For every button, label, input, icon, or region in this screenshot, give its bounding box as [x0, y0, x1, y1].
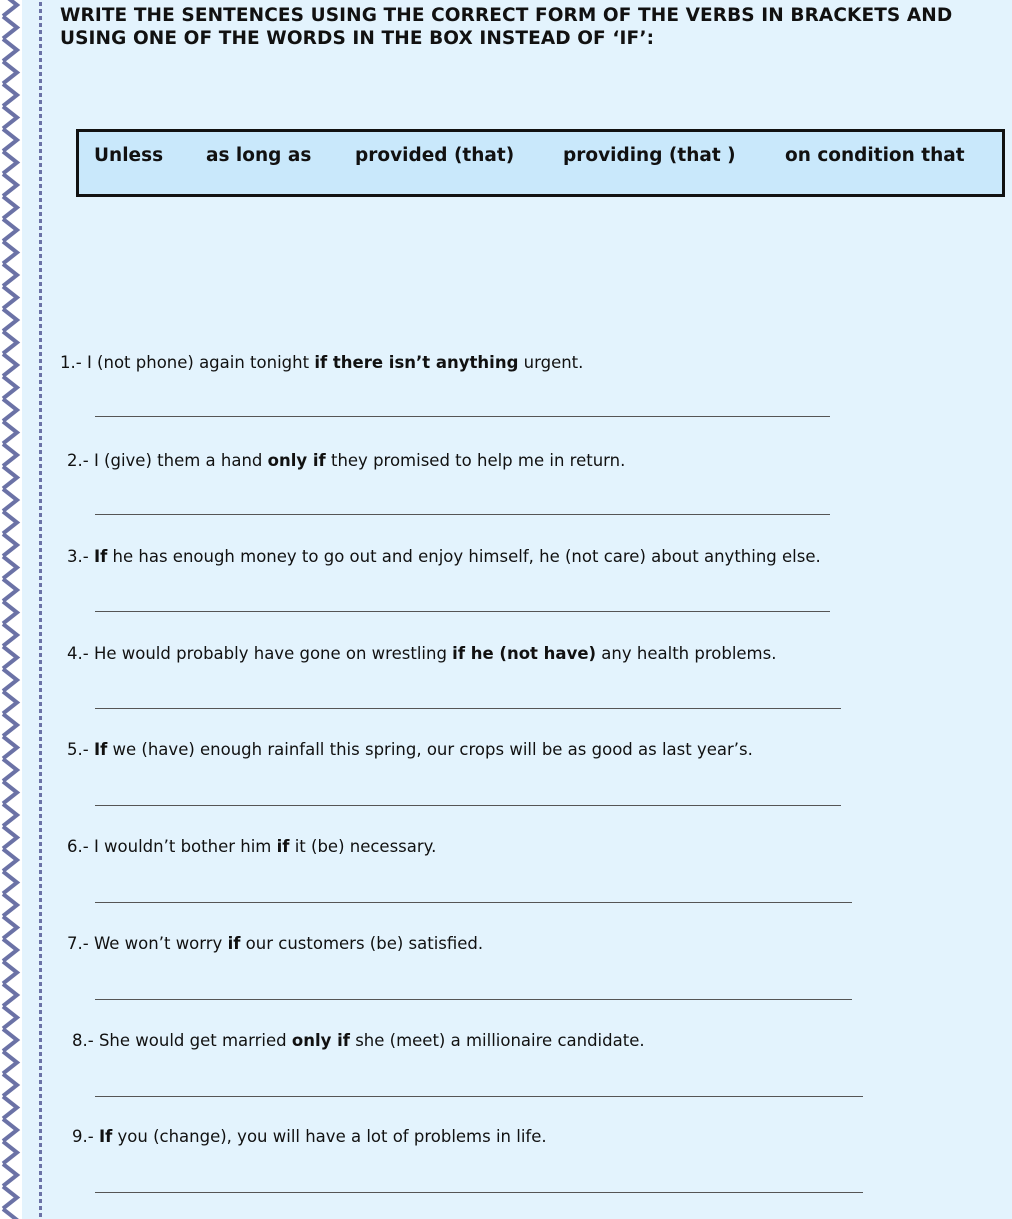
dot-mark [39, 1101, 42, 1105]
dot-mark [39, 457, 42, 461]
dot-mark [39, 905, 42, 909]
dot-mark [39, 674, 42, 678]
chevron-mark [3, 107, 17, 129]
dot-mark [39, 1129, 42, 1133]
dot-mark [39, 30, 42, 34]
chevron-mark [3, 579, 17, 601]
instructions-title: WRITE THE SENTENCES USING THE CORRECT FORM OF THE VERBS IN BRACKETS AND USING ONE OF THE WORDS IN THE BOX INSTEAD OF ‘IF’: [60, 5, 953, 49]
exercise-item-1 [60, 352, 583, 374]
answer-line-5[interactable] [95, 805, 841, 806]
dot-mark [39, 170, 42, 174]
dot-mark [39, 422, 42, 426]
answer-line-8[interactable] [95, 1096, 863, 1097]
dot-mark [39, 1115, 42, 1119]
dot-mark [39, 1010, 42, 1014]
dot-mark [39, 1031, 42, 1035]
chevron-mark [3, 309, 17, 331]
chevron-mark [3, 962, 17, 984]
dot-mark [39, 2, 42, 6]
dot-mark [39, 751, 42, 755]
dot-mark [39, 975, 42, 979]
dot-mark [39, 625, 42, 629]
dot-mark [39, 961, 42, 965]
answer-line-3[interactable] [95, 611, 830, 612]
dot-mark [39, 86, 42, 90]
dot-mark [39, 849, 42, 853]
dot-mark [39, 912, 42, 916]
item-text: she (meet) a millionaire candidate. [349, 1031, 645, 1050]
word-box-item-provided-that: provided (that) [355, 145, 515, 166]
dot-mark [39, 737, 42, 741]
item-text: 9.- [72, 1127, 99, 1146]
dot-mark [39, 219, 42, 223]
dot-mark [39, 604, 42, 608]
item-keyword: if [227, 934, 241, 953]
item-text: urgent. [518, 353, 584, 372]
dot-mark [39, 1213, 42, 1217]
dot-mark [39, 982, 42, 986]
dot-mark [39, 163, 42, 167]
item-text: 3.- [67, 547, 94, 566]
item-keyword: if he (not have) [452, 644, 597, 663]
decorative-chevron-border [0, 0, 22, 1219]
chevron-mark [3, 129, 17, 151]
chevron-mark [3, 354, 17, 376]
dot-mark [39, 324, 42, 328]
dot-mark [39, 1199, 42, 1203]
dot-mark [39, 639, 42, 643]
dot-mark [39, 877, 42, 881]
chevron-mark [3, 17, 17, 39]
chevron-mark [3, 669, 17, 691]
item-text: it (be) necessary. [289, 837, 437, 856]
dot-mark [39, 709, 42, 713]
dot-mark [39, 16, 42, 20]
item-text: you (change), you will have a lot of problems in life. [112, 1127, 547, 1146]
exercise-item-3 [67, 546, 821, 568]
dot-mark [39, 520, 42, 524]
chevron-mark [3, 0, 17, 16]
dot-mark [39, 1143, 42, 1147]
item-keyword: only if [267, 451, 326, 470]
chevron-mark [3, 1074, 17, 1096]
dot-mark [39, 800, 42, 804]
dot-mark [39, 744, 42, 748]
answer-line-7[interactable] [95, 999, 852, 1000]
item-text: our customers (be) satisfied. [240, 934, 484, 953]
exercise-item-9 [72, 1126, 547, 1148]
dot-mark [39, 394, 42, 398]
dot-mark [39, 870, 42, 874]
answer-line-2[interactable] [95, 514, 830, 515]
item-keyword: if [276, 837, 290, 856]
dot-mark [39, 506, 42, 510]
dot-mark [39, 1108, 42, 1112]
exercise-item-8 [72, 1030, 645, 1052]
word-box-item-on-condition-that: on condition that [785, 145, 965, 166]
dot-mark [39, 793, 42, 797]
dot-mark [39, 548, 42, 552]
dot-mark [39, 828, 42, 832]
word-box-item-unless: Unless [94, 145, 164, 166]
dot-mark [39, 569, 42, 573]
dot-mark [39, 373, 42, 377]
dot-mark [39, 541, 42, 545]
dot-mark [39, 1017, 42, 1021]
dot-mark [39, 1066, 42, 1070]
item-text: 7.- We won’t worry [67, 934, 228, 953]
dot-mark [39, 884, 42, 888]
item-text: they promised to help me in return. [325, 451, 626, 470]
word-box-item-providing-that: providing (that ) [563, 145, 736, 166]
dot-mark [39, 492, 42, 496]
chevron-mark [3, 39, 17, 61]
decorative-dotted-rule [39, 0, 42, 1219]
chevron-mark [3, 489, 17, 511]
dot-mark [39, 198, 42, 202]
dot-mark [39, 1038, 42, 1042]
chevron-mark [3, 287, 17, 309]
dot-mark [39, 695, 42, 699]
dot-mark [39, 1150, 42, 1154]
dot-mark [39, 450, 42, 454]
dot-mark [39, 443, 42, 447]
dot-mark [39, 954, 42, 958]
dot-mark [39, 856, 42, 860]
dot-mark [39, 1073, 42, 1077]
item-keyword: only if [291, 1031, 350, 1050]
chevron-mark [3, 602, 17, 624]
dot-mark [39, 632, 42, 636]
dot-mark [39, 842, 42, 846]
dot-mark [39, 366, 42, 370]
dot-mark [39, 478, 42, 482]
chevron-mark [3, 1097, 17, 1119]
chevron-mark [3, 782, 17, 804]
dot-mark [39, 282, 42, 286]
dot-mark [39, 527, 42, 531]
answer-line-1[interactable] [95, 416, 830, 417]
dot-mark [39, 968, 42, 972]
dot-mark [39, 415, 42, 419]
dot-mark [39, 597, 42, 601]
dot-mark [39, 1171, 42, 1175]
dot-mark [39, 191, 42, 195]
dot-mark [39, 310, 42, 314]
chevron-mark [3, 152, 17, 174]
dot-mark [39, 653, 42, 657]
dot-mark [39, 898, 42, 902]
dot-mark [39, 261, 42, 265]
item-keyword: If [93, 547, 108, 566]
dot-mark [39, 1185, 42, 1189]
dot-mark [39, 807, 42, 811]
chevron-mark [3, 1007, 17, 1029]
dot-mark [39, 338, 42, 342]
dot-mark [39, 429, 42, 433]
item-text: 1.- I (not phone) again tonight [60, 353, 315, 372]
dot-mark [39, 408, 42, 412]
dot-mark [39, 51, 42, 55]
chevron-mark [3, 264, 17, 286]
dot-mark [39, 513, 42, 517]
dot-mark [39, 821, 42, 825]
dot-mark [39, 1024, 42, 1028]
exercise-item-2 [67, 450, 625, 472]
chevron-mark [3, 557, 17, 579]
chevron-mark [3, 1209, 17, 1219]
chevron-mark [3, 827, 17, 849]
item-text: 8.- She would get married [72, 1031, 292, 1050]
chevron-mark [3, 422, 17, 444]
dot-mark [39, 499, 42, 503]
dot-mark [39, 212, 42, 216]
dot-mark [39, 919, 42, 923]
dot-mark [39, 121, 42, 125]
dot-mark [39, 247, 42, 251]
chevron-mark [3, 219, 17, 241]
dot-mark [39, 233, 42, 237]
chevron-mark [3, 692, 17, 714]
answer-line-6[interactable] [95, 902, 852, 903]
chevron-mark [3, 1119, 17, 1141]
chevron-mark [3, 399, 17, 421]
dot-mark [39, 1136, 42, 1140]
chevron-mark [3, 174, 17, 196]
dot-mark [39, 107, 42, 111]
dot-mark [39, 65, 42, 69]
dot-mark [39, 387, 42, 391]
dot-mark [39, 786, 42, 790]
dot-mark [39, 688, 42, 692]
chevron-mark [3, 1187, 17, 1209]
item-text: 5.- [67, 740, 94, 759]
dot-mark [39, 1157, 42, 1161]
item-text: 2.- I (give) them a hand [67, 451, 268, 470]
dot-mark [39, 93, 42, 97]
chevron-mark [3, 197, 17, 219]
dot-mark [39, 835, 42, 839]
dot-mark [39, 254, 42, 258]
chevron-mark [3, 939, 17, 961]
dot-mark [39, 226, 42, 230]
dot-mark [39, 184, 42, 188]
item-keyword: If [93, 740, 108, 759]
dot-mark [39, 667, 42, 671]
dot-mark [39, 23, 42, 27]
dot-mark [39, 1003, 42, 1007]
dot-mark [39, 345, 42, 349]
item-text: any health problems. [596, 644, 777, 663]
exercise-item-7 [67, 933, 483, 955]
dot-mark [39, 1164, 42, 1168]
answer-line-4[interactable] [95, 708, 841, 709]
exercise-item-6 [67, 836, 436, 858]
chevron-mark [3, 377, 17, 399]
chevron-mark [3, 624, 17, 646]
dot-mark [39, 114, 42, 118]
dot-mark [39, 289, 42, 293]
chevron-mark [3, 1142, 17, 1164]
item-keyword: If [98, 1127, 113, 1146]
chevron-mark [3, 84, 17, 106]
dot-mark [39, 1094, 42, 1098]
dot-mark [39, 772, 42, 776]
dot-mark [39, 156, 42, 160]
dot-mark [39, 758, 42, 762]
dot-mark [39, 352, 42, 356]
dot-mark [39, 947, 42, 951]
dot-mark [39, 128, 42, 132]
chevron-mark [3, 917, 17, 939]
item-text: we (have) enough rainfall this spring, our crops will be as good as last year’s. [107, 740, 753, 759]
dot-mark [39, 1192, 42, 1196]
dot-mark [39, 555, 42, 559]
chevron-mark [3, 737, 17, 759]
dot-mark [39, 779, 42, 783]
dot-mark [39, 135, 42, 139]
dot-mark [39, 576, 42, 580]
dot-mark [39, 72, 42, 76]
item-text: he has enough money to go out and enjoy himself, he (not care) about anything else. [107, 547, 821, 566]
dot-mark [39, 9, 42, 13]
dot-mark [39, 331, 42, 335]
chevron-mark [3, 467, 17, 489]
dot-mark [39, 730, 42, 734]
dot-mark [39, 765, 42, 769]
dot-mark [39, 142, 42, 146]
dot-mark [39, 149, 42, 153]
dot-mark [39, 44, 42, 48]
chevron-mark [3, 804, 17, 826]
dot-mark [39, 464, 42, 468]
dot-mark [39, 646, 42, 650]
dot-mark [39, 618, 42, 622]
chevron-mark [3, 849, 17, 871]
word-box-item-as-long-as: as long as [206, 145, 312, 166]
dot-mark [39, 1059, 42, 1063]
answer-line-9[interactable] [95, 1192, 863, 1193]
chevron-mark [3, 984, 17, 1006]
chevron-mark [3, 759, 17, 781]
dot-mark [39, 996, 42, 1000]
item-text: 4.- He would probably have gone on wrestling [67, 644, 453, 663]
dot-mark [39, 1178, 42, 1182]
chevron-mark [3, 534, 17, 556]
dot-mark [39, 583, 42, 587]
dot-mark [39, 58, 42, 62]
chevron-mark [3, 1052, 17, 1074]
word-box [76, 129, 1005, 197]
dot-mark [39, 240, 42, 244]
dot-mark [39, 681, 42, 685]
dot-mark [39, 177, 42, 181]
dot-mark [39, 562, 42, 566]
dot-mark [39, 401, 42, 405]
dot-mark [39, 534, 42, 538]
dot-mark [39, 716, 42, 720]
dot-mark [39, 814, 42, 818]
dot-mark [39, 380, 42, 384]
dot-mark [39, 100, 42, 104]
exercise-item-4 [67, 643, 776, 665]
dot-mark [39, 1087, 42, 1091]
dot-mark [39, 1122, 42, 1126]
dot-mark [39, 275, 42, 279]
dot-mark [39, 1080, 42, 1084]
chevron-mark [3, 714, 17, 736]
chevron-mark [3, 872, 17, 894]
exercise-item-5 [67, 739, 753, 761]
dot-mark [39, 205, 42, 209]
item-keyword: if there isn’t anything [314, 353, 519, 372]
dot-mark [39, 702, 42, 706]
dot-mark [39, 317, 42, 321]
dot-mark [39, 436, 42, 440]
dot-mark [39, 933, 42, 937]
dot-mark [39, 1052, 42, 1056]
dot-mark [39, 471, 42, 475]
dot-mark [39, 359, 42, 363]
item-text: 6.- I wouldn’t bother him [67, 837, 277, 856]
chevron-mark [3, 894, 17, 916]
dot-mark [39, 891, 42, 895]
dot-mark [39, 79, 42, 83]
dot-mark [39, 660, 42, 664]
dot-mark [39, 1206, 42, 1210]
dot-mark [39, 296, 42, 300]
dot-mark [39, 303, 42, 307]
dot-mark [39, 590, 42, 594]
dot-mark [39, 926, 42, 930]
dot-mark [39, 1045, 42, 1049]
chevron-mark [3, 1029, 17, 1051]
dot-mark [39, 989, 42, 993]
dot-mark [39, 37, 42, 41]
chevron-mark [3, 332, 17, 354]
dot-mark [39, 940, 42, 944]
dot-mark [39, 863, 42, 867]
chevron-mark [3, 647, 17, 669]
dot-mark [39, 723, 42, 727]
chevron-mark [3, 1164, 17, 1186]
chevron-mark [3, 62, 17, 84]
chevron-mark [3, 512, 17, 534]
chevron-mark [3, 242, 17, 264]
dot-mark [39, 485, 42, 489]
dot-mark [39, 611, 42, 615]
dot-mark [39, 268, 42, 272]
chevron-mark [3, 444, 17, 466]
